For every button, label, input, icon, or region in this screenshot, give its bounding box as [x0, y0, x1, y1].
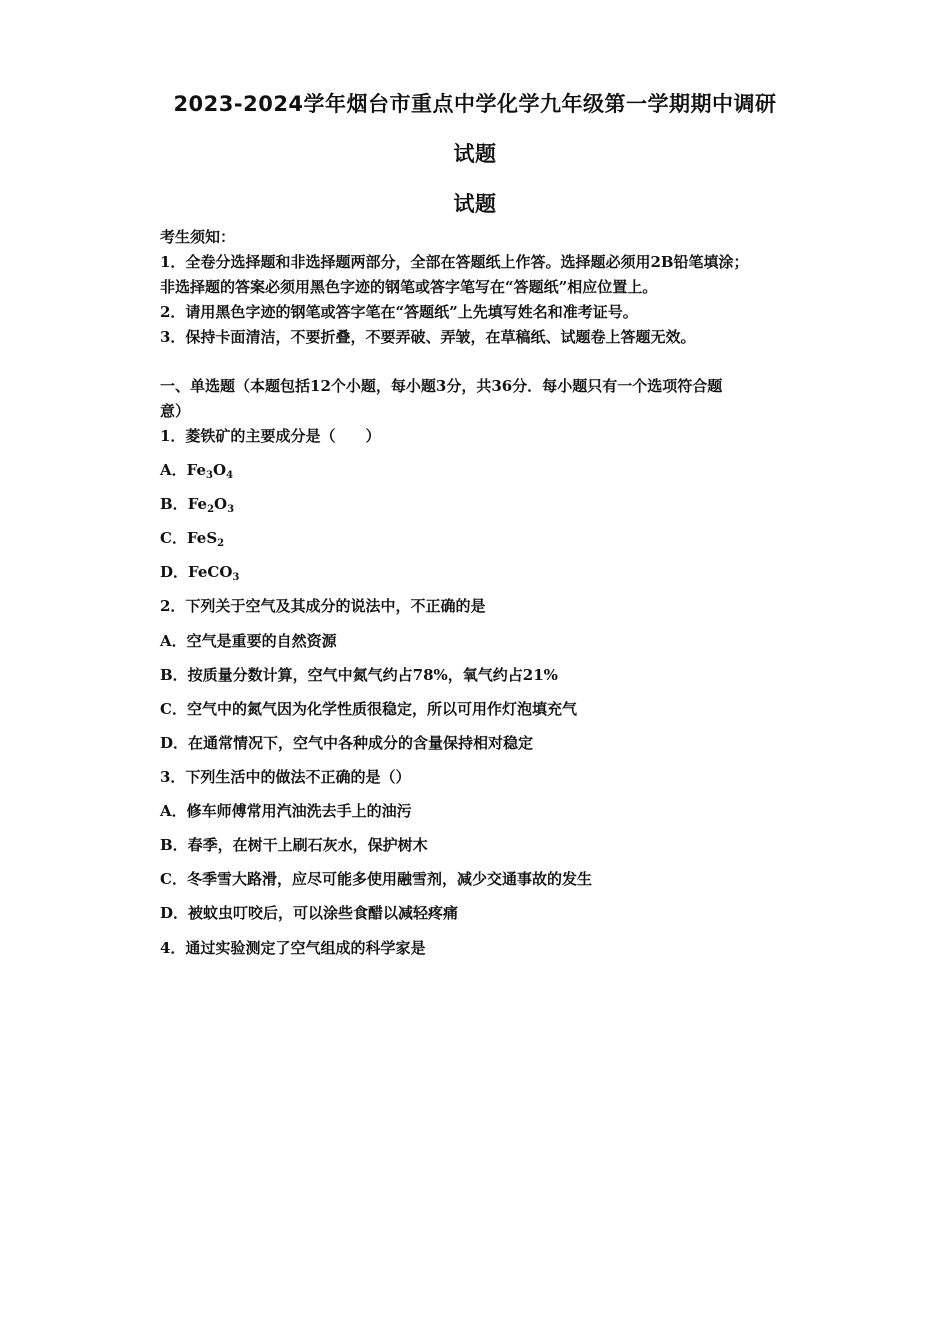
notice-heading: 考生须知：	[160, 228, 236, 246]
formula-subscript: 4	[226, 470, 234, 481]
section-heading-cont: 意）	[160, 402, 191, 420]
notice-item-2: 2．请用黑色字迹的钢笔或答字笔在“答题纸”上先填写姓名和准考证号。	[160, 303, 638, 321]
question-2-option-c: C．空气中的氮气因为化学性质很稳定，所以可用作灯泡填充气	[160, 700, 577, 718]
exam-title-line3: 试题	[453, 192, 497, 216]
formula-subscript: 3	[206, 470, 213, 481]
question-2-option-b: B．按质量分数计算，空气中氮气约占78%，氧气约占21%	[160, 666, 558, 684]
formula-subscript: 2	[217, 538, 225, 549]
question-1-option-d	[160, 562, 239, 582]
option-prefix: C．	[160, 529, 187, 547]
question-3-option-d: D．被蚊虫叮咬后，可以涂些食醋以减轻疼痛	[160, 904, 459, 922]
question-1-option-a	[160, 460, 233, 480]
formula-part: Fe	[187, 495, 208, 513]
question-3-option-c: C．冬季雪大路滑，应尽可能多使用融雪剂，减少交通事故的发生	[160, 870, 592, 888]
notice-item-3: 3．保持卡面清洁，不要折叠，不要弄破、弄皱，在草稿纸、试题卷上答题无效。	[160, 328, 696, 346]
option-prefix: A．	[160, 461, 187, 479]
formula-part: FeS	[186, 529, 218, 547]
formula-subscript: 3	[227, 504, 235, 515]
formula-subscript: 3	[232, 572, 240, 583]
formula-part: FeCO	[188, 563, 233, 581]
question-3-option-a: A．修车师傅常用汽油洗去手上的油污	[160, 802, 412, 820]
question-2-stem: 2．下列关于空气及其成分的说法中，不正确的是	[160, 597, 486, 615]
question-1-stem: 1．菱铁矿的主要成分是（ ）	[160, 427, 381, 445]
question-3-option-b: B．春季，在树干上刷石灰水，保护树木	[160, 836, 428, 854]
question-2-option-a: A．空气是重要的自然资源	[160, 632, 337, 650]
question-4-stem: 4．通过实验测定了空气组成的科学家是	[160, 939, 426, 957]
question-1-option-c	[160, 528, 224, 548]
question-1-option-b	[160, 494, 234, 514]
option-prefix: B．	[160, 495, 188, 513]
formula-subscript: 2	[207, 504, 215, 515]
option-prefix: D．	[160, 563, 189, 581]
exam-title-line1: 2023-2024学年烟台市重点中学化学九年级第一学期期中调研	[173, 92, 777, 116]
question-2-option-d: D．在通常情况下，空气中各种成分的含量保持相对稳定	[160, 734, 534, 752]
notice-item-1-cont: 非选择题的答案必须用黑色字迹的钢笔或答字笔写在“答题纸”相应位置上。	[160, 278, 658, 296]
question-3-stem: 3．下列生活中的做法不正确的是（）	[160, 768, 411, 786]
exam-title-line2: 试题	[453, 142, 497, 166]
section-heading: 一、单选题（本题包括12个小题，每小题3分，共36分．每小题只有一个选项符合题	[160, 377, 723, 395]
formula-part: O	[212, 461, 227, 479]
formula-part: Fe	[186, 461, 207, 479]
notice-item-1: 1．全卷分选择题和非选择题两部分，全部在答题纸上作答。选择题必须用2B铅笔填涂；	[160, 253, 749, 271]
formula-part: O	[214, 495, 228, 513]
